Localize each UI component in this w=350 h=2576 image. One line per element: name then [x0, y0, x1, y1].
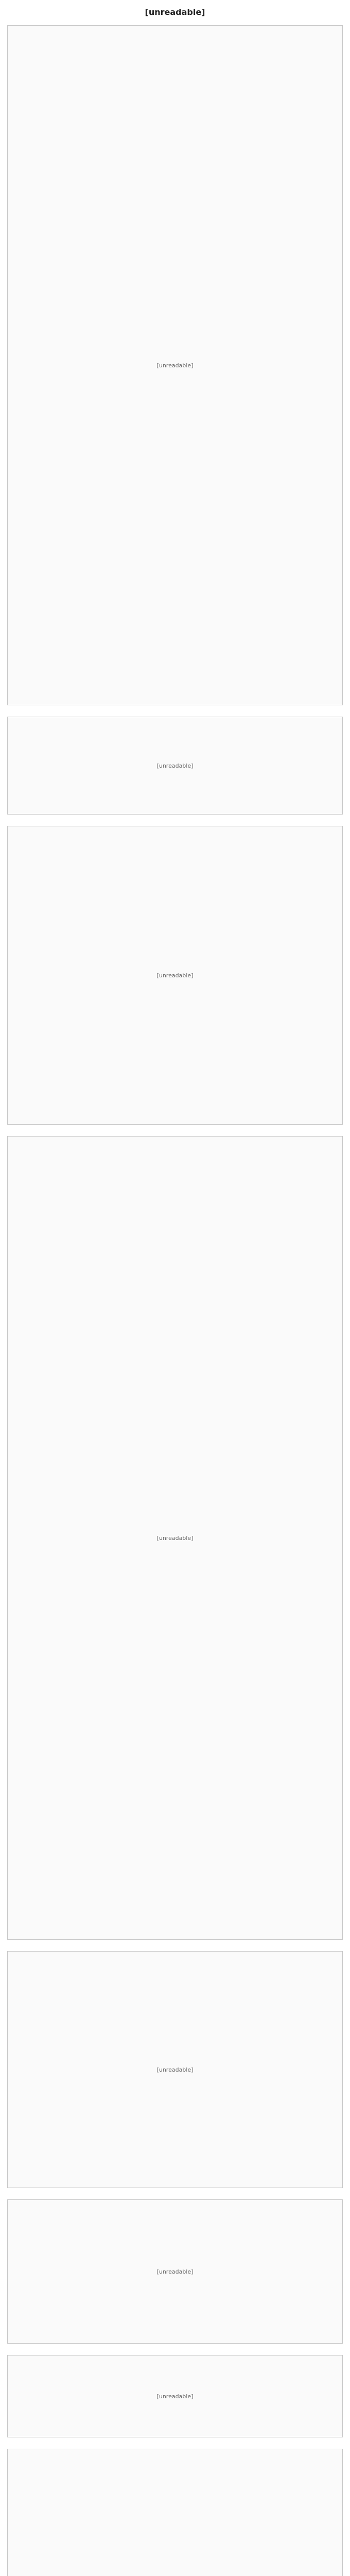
summary-table-placeholder: [unreadable]: [7, 717, 343, 815]
notes-1-placeholder: [unreadable]: [7, 826, 343, 1125]
notes-2-placeholder: [unreadable]: [7, 1136, 343, 1940]
section-appendix-table-1: [7, 2449, 343, 2576]
section-detail-table: [7, 1951, 343, 2188]
item-list-placeholder: [unreadable]: [7, 25, 343, 705]
document-page: [7, 0, 343, 2576]
section-notes-2: [7, 1136, 343, 1940]
section-summary-table: [7, 717, 343, 815]
detail-table-placeholder: [unreadable]: [7, 1951, 343, 2188]
section-notes-3: [7, 2199, 343, 2344]
section-item-list: [7, 25, 343, 705]
notes-3-placeholder: [unreadable]: [7, 2199, 343, 2344]
section-footer: [7, 2355, 343, 2437]
appendix-table-1-placeholder: [7, 2449, 343, 2576]
footer-placeholder: [unreadable]: [7, 2355, 343, 2437]
section-notes-1: [7, 826, 343, 1125]
document-title: [unreadable]: [145, 7, 205, 17]
